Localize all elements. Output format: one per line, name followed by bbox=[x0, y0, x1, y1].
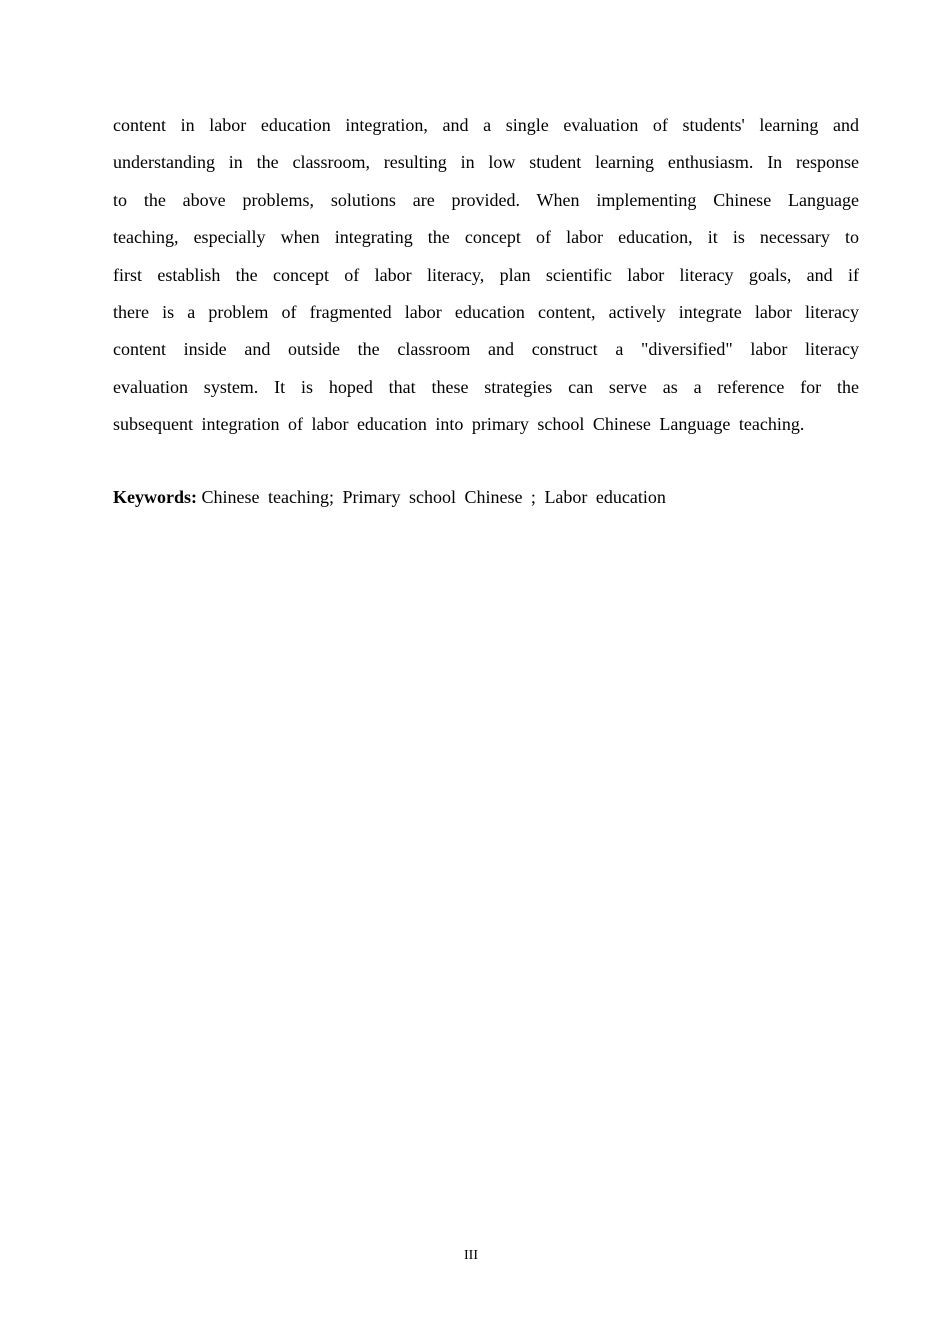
abstract-line: there is a problem of fragmented labor education content, actively integrate labor literacy bbox=[113, 301, 859, 322]
abstract-line: understanding in the classroom, resulting in low student learning enthusiasm. In response bbox=[113, 152, 859, 173]
abstract-line: subsequent integration of labor education into primary school Chinese Language teaching. bbox=[113, 414, 805, 435]
abstract-line: evaluation system. It is hoped that these strategies can serve as a reference for the bbox=[113, 376, 859, 397]
abstract-line: first establish the concept of labor literacy, plan scientific labor literacy goals, and if bbox=[113, 264, 859, 285]
abstract-line: teaching, especially when integrating the concept of labor education, it is necessary to bbox=[113, 227, 859, 248]
page-number: III bbox=[464, 1248, 478, 1263]
keywords-text: Chinese teaching; Primary school Chinese ; Labor education bbox=[201, 487, 666, 507]
abstract-line: content in labor education integration, and a single evaluation of students' learning and bbox=[113, 115, 859, 135]
keywords-section bbox=[113, 479, 859, 516]
abstract-line: to the above problems, solutions are provided. When implementing Chinese Language bbox=[113, 189, 859, 210]
abstract-line: content inside and outside the classroom and construct a "diversified" labor literacy bbox=[113, 339, 859, 360]
keywords-label: Keywords: bbox=[113, 487, 197, 507]
abstract-paragraph bbox=[113, 107, 859, 444]
